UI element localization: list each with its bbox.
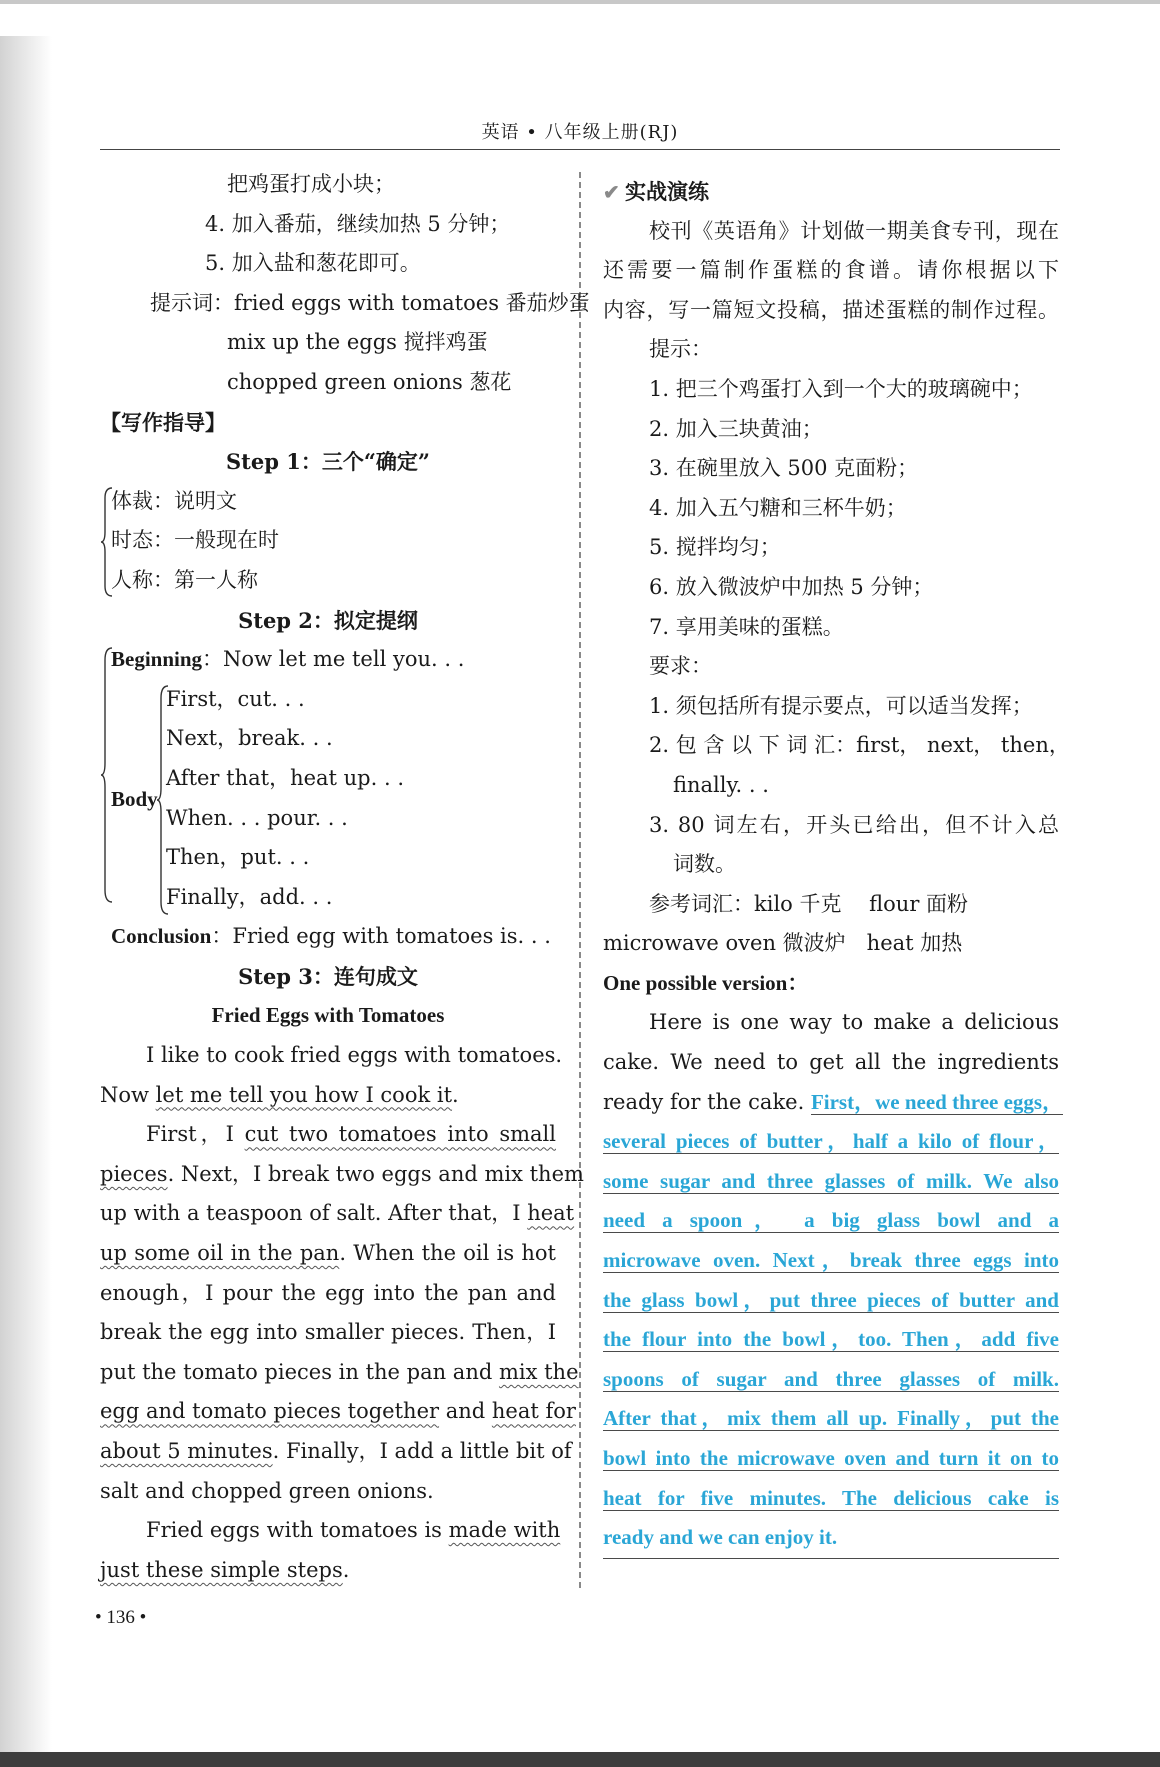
essay-line: put the tomato pieces in the pan and mix the (100, 1359, 579, 1384)
column-divider (579, 172, 581, 1588)
requirement-item: 3. 80 词左右，开头已给出，但不计入总 (649, 812, 1059, 837)
left-column (100, 165, 590, 1590)
task-line: 还需要一篇制作蛋糕的食谱。请你根据以下 (603, 258, 1059, 283)
header-rule (100, 149, 1060, 150)
hint-item: 2. 加入三块黄油； (649, 416, 823, 441)
essay-line: break the egg into smaller pieces. Then，I (100, 1320, 556, 1345)
answer-line (603, 1162, 1059, 1202)
essay-line: First，I cut two tomatoes into small (146, 1122, 556, 1147)
checkmark-icon: ✔ (603, 180, 620, 204)
hint-item: chopped green onions 葱花 (227, 369, 512, 394)
version-label: One possible version： (603, 970, 809, 995)
answer-line: cake. We need to get all the ingredients (603, 1050, 1059, 1075)
body-item: Finally，add. . . (166, 884, 333, 909)
answer-line: ready for the cake. First，we need three eggs， (603, 1089, 1064, 1114)
underlined-phrase: heat (527, 1201, 575, 1226)
body-item: When. . . pour. . . (166, 805, 348, 830)
essay-line: just these simple steps. (100, 1557, 350, 1582)
step1-heading: Step 1：三个“确定” (226, 449, 430, 475)
hint-item: 5. 搅拌均匀； (649, 535, 781, 560)
answer-line (603, 1479, 1059, 1519)
answer-highlight: the flour into the bowl，too. Then，add five (603, 1327, 1059, 1352)
answer-highlight: several pieces of butter，half a kilo of flour， (603, 1129, 1059, 1154)
answer-highlight: need a spoon， a big glass bowl and a (603, 1208, 1059, 1233)
top-edge (0, 0, 1160, 4)
guide-title: 【写作指导】 (100, 409, 226, 435)
requirement-item: finally. . . (673, 772, 769, 797)
essay-line: about 5 minutes. Finally，I add a little bit of (100, 1439, 572, 1463)
underlined-phrase: egg and tomato pieces together (100, 1399, 440, 1424)
step2-heading: Step 2：拟定提纲 (238, 607, 418, 633)
answer-line (603, 1241, 1059, 1281)
underlined-phrase: up some oil in the pan (100, 1241, 340, 1266)
hints-label: 提示： (649, 337, 712, 362)
underlined-phrase: heat for (491, 1399, 576, 1424)
hint-item: 6. 放入微波炉中加热 5 分钟； (649, 574, 934, 599)
essay-title: Fried Eggs with Tomatoes (211, 1003, 445, 1028)
hint-item: 3. 在碗里放入 500 克面粉； (649, 456, 919, 481)
essay-line: I like to cook fried eggs with tomatoes. (146, 1043, 563, 1068)
answer-highlight: heat for five minutes. The delicious cake is (603, 1485, 1059, 1510)
bottom-edge (0, 1752, 1160, 1767)
vocab-line: microwave oven 微波炉 heat 加热 (603, 931, 963, 956)
answer-line: Here is one way to make a delicious (649, 1010, 1059, 1035)
step1-list (100, 482, 556, 601)
answer-highlight: bowl into the microwave oven and turn it on to (603, 1446, 1059, 1470)
answer-line (603, 1122, 1059, 1162)
beginning-text: ：Now let me tell you. . . (202, 647, 465, 672)
step1-item: 体裁：说明文 (111, 488, 237, 513)
page-number: • 136 • (95, 1607, 147, 1628)
body-item: Next，break. . . (166, 726, 333, 751)
underlined-phrase: pieces (100, 1161, 168, 1186)
hint-line (100, 284, 590, 324)
hint-item: mix up the eggs 搅拌鸡蛋 (227, 330, 488, 355)
intro-line: 5. 加入盐和葱花即可。 (205, 251, 421, 276)
conclusion-text: ：Fried egg with tomatoes is. . . (211, 924, 551, 949)
right-column (603, 172, 1070, 1558)
underlined-phrase: let me tell you how I cook it (155, 1082, 453, 1107)
hint-item: 1. 把三个鸡蛋打入到一个大的玻璃碗中； (649, 376, 1033, 401)
answer-highlight: the glass bowl，put three pieces of butter and (603, 1287, 1059, 1312)
answer-line (603, 1360, 1059, 1400)
hint-item: fried eggs with tomatoes 番茄炒蛋 (234, 290, 590, 315)
body-item: First，cut. . . (166, 686, 305, 711)
essay-line: enough，I pour the egg into the pan and (100, 1280, 556, 1305)
underlined-phrase: made with (448, 1518, 561, 1543)
task-line: 内容，写一篇短文投稿，描述蛋糕的制作过程。 (603, 297, 1059, 322)
conclusion-label: Conclusion (111, 924, 212, 949)
answer-line (603, 1281, 1059, 1321)
requirement-item: 2. 包 含 以 下 词 汇：first， next， then， (649, 733, 1070, 758)
essay-line: salt and chopped green onions. (100, 1478, 434, 1503)
essay-line: Fried eggs with tomatoes is made with (146, 1518, 561, 1543)
answer-highlight: ready and we can enjoy it. (603, 1518, 1059, 1559)
answer-highlight: some sugar and three glasses of milk. We also (603, 1168, 1059, 1193)
answer-highlight: microwave oven. Next，break three eggs into (603, 1248, 1059, 1273)
section-title: ✔ 实战演练 (603, 172, 1059, 212)
requirement-item: 词数。 (673, 852, 736, 877)
answer-highlight: spoons of sugar and three glasses of milk. (603, 1366, 1059, 1391)
step1-item: 时态：一般现在时 (111, 528, 279, 553)
answer-line (603, 1518, 1059, 1558)
essay-line: pieces. Next，I break two eggs and mix them (100, 1161, 584, 1186)
essay (100, 1036, 584, 1590)
underlined-phrase: about 5 minutes (100, 1439, 273, 1463)
step1-item: 人称：第一人称 (111, 567, 258, 592)
underlined-phrase: mix the (498, 1359, 579, 1384)
page-curl-shadow (0, 36, 52, 1756)
answer-line (603, 1201, 1059, 1241)
answer-highlight: After that，mix them all up. Finally，put the (603, 1406, 1059, 1431)
body-label: Body (111, 786, 158, 811)
hint-item: 7. 享用美味的蛋糕。 (649, 614, 844, 639)
answer-line (603, 1439, 1059, 1479)
beginning-label: Beginning (111, 647, 203, 672)
task-line: 校刊《英语角》计划做一期美食专刊，现在 (649, 218, 1059, 243)
requirements-label: 要求： (649, 654, 712, 679)
essay-line: egg and tomato pieces together and heat for (100, 1399, 576, 1424)
underlined-phrase: cut two tomatoes into small (244, 1122, 556, 1147)
essay-line: up some oil in the pan. When the oil is hot (100, 1241, 556, 1266)
body-item: Then，put. . . (166, 845, 310, 870)
requirement-item: 1. 须包括所有提示要点，可以适当发挥； (649, 693, 1033, 718)
essay-line: up with a teaspoon of salt. After that，I heat (100, 1201, 575, 1226)
vocab-line: 参考词汇：kilo 千克 flour 面粉 (649, 891, 969, 916)
model-answer (603, 1003, 1064, 1557)
hint-label: 提示词： (150, 290, 234, 315)
page-header: 英语 • 八年级上册(RJ) (481, 122, 679, 143)
step3-heading: Step 3：连句成文 (238, 963, 418, 989)
underlined-phrase: just these simple steps (100, 1557, 343, 1582)
essay-line: Now let me tell you how I cook it. (100, 1082, 459, 1107)
answer-line (603, 1320, 1059, 1360)
answer-line (603, 1399, 1059, 1439)
intro-line: 把鸡蛋打成小块； (227, 172, 395, 196)
hint-item: 4. 加入五勺糖和三杯牛奶； (649, 495, 907, 520)
intro-line: 4. 加入番茄，继续加热 5 分钟； (205, 211, 511, 236)
outline (100, 640, 556, 957)
answer-highlight: First，we need three eggs， (810, 1089, 1064, 1114)
body-item: After that，heat up. . . (166, 765, 405, 790)
